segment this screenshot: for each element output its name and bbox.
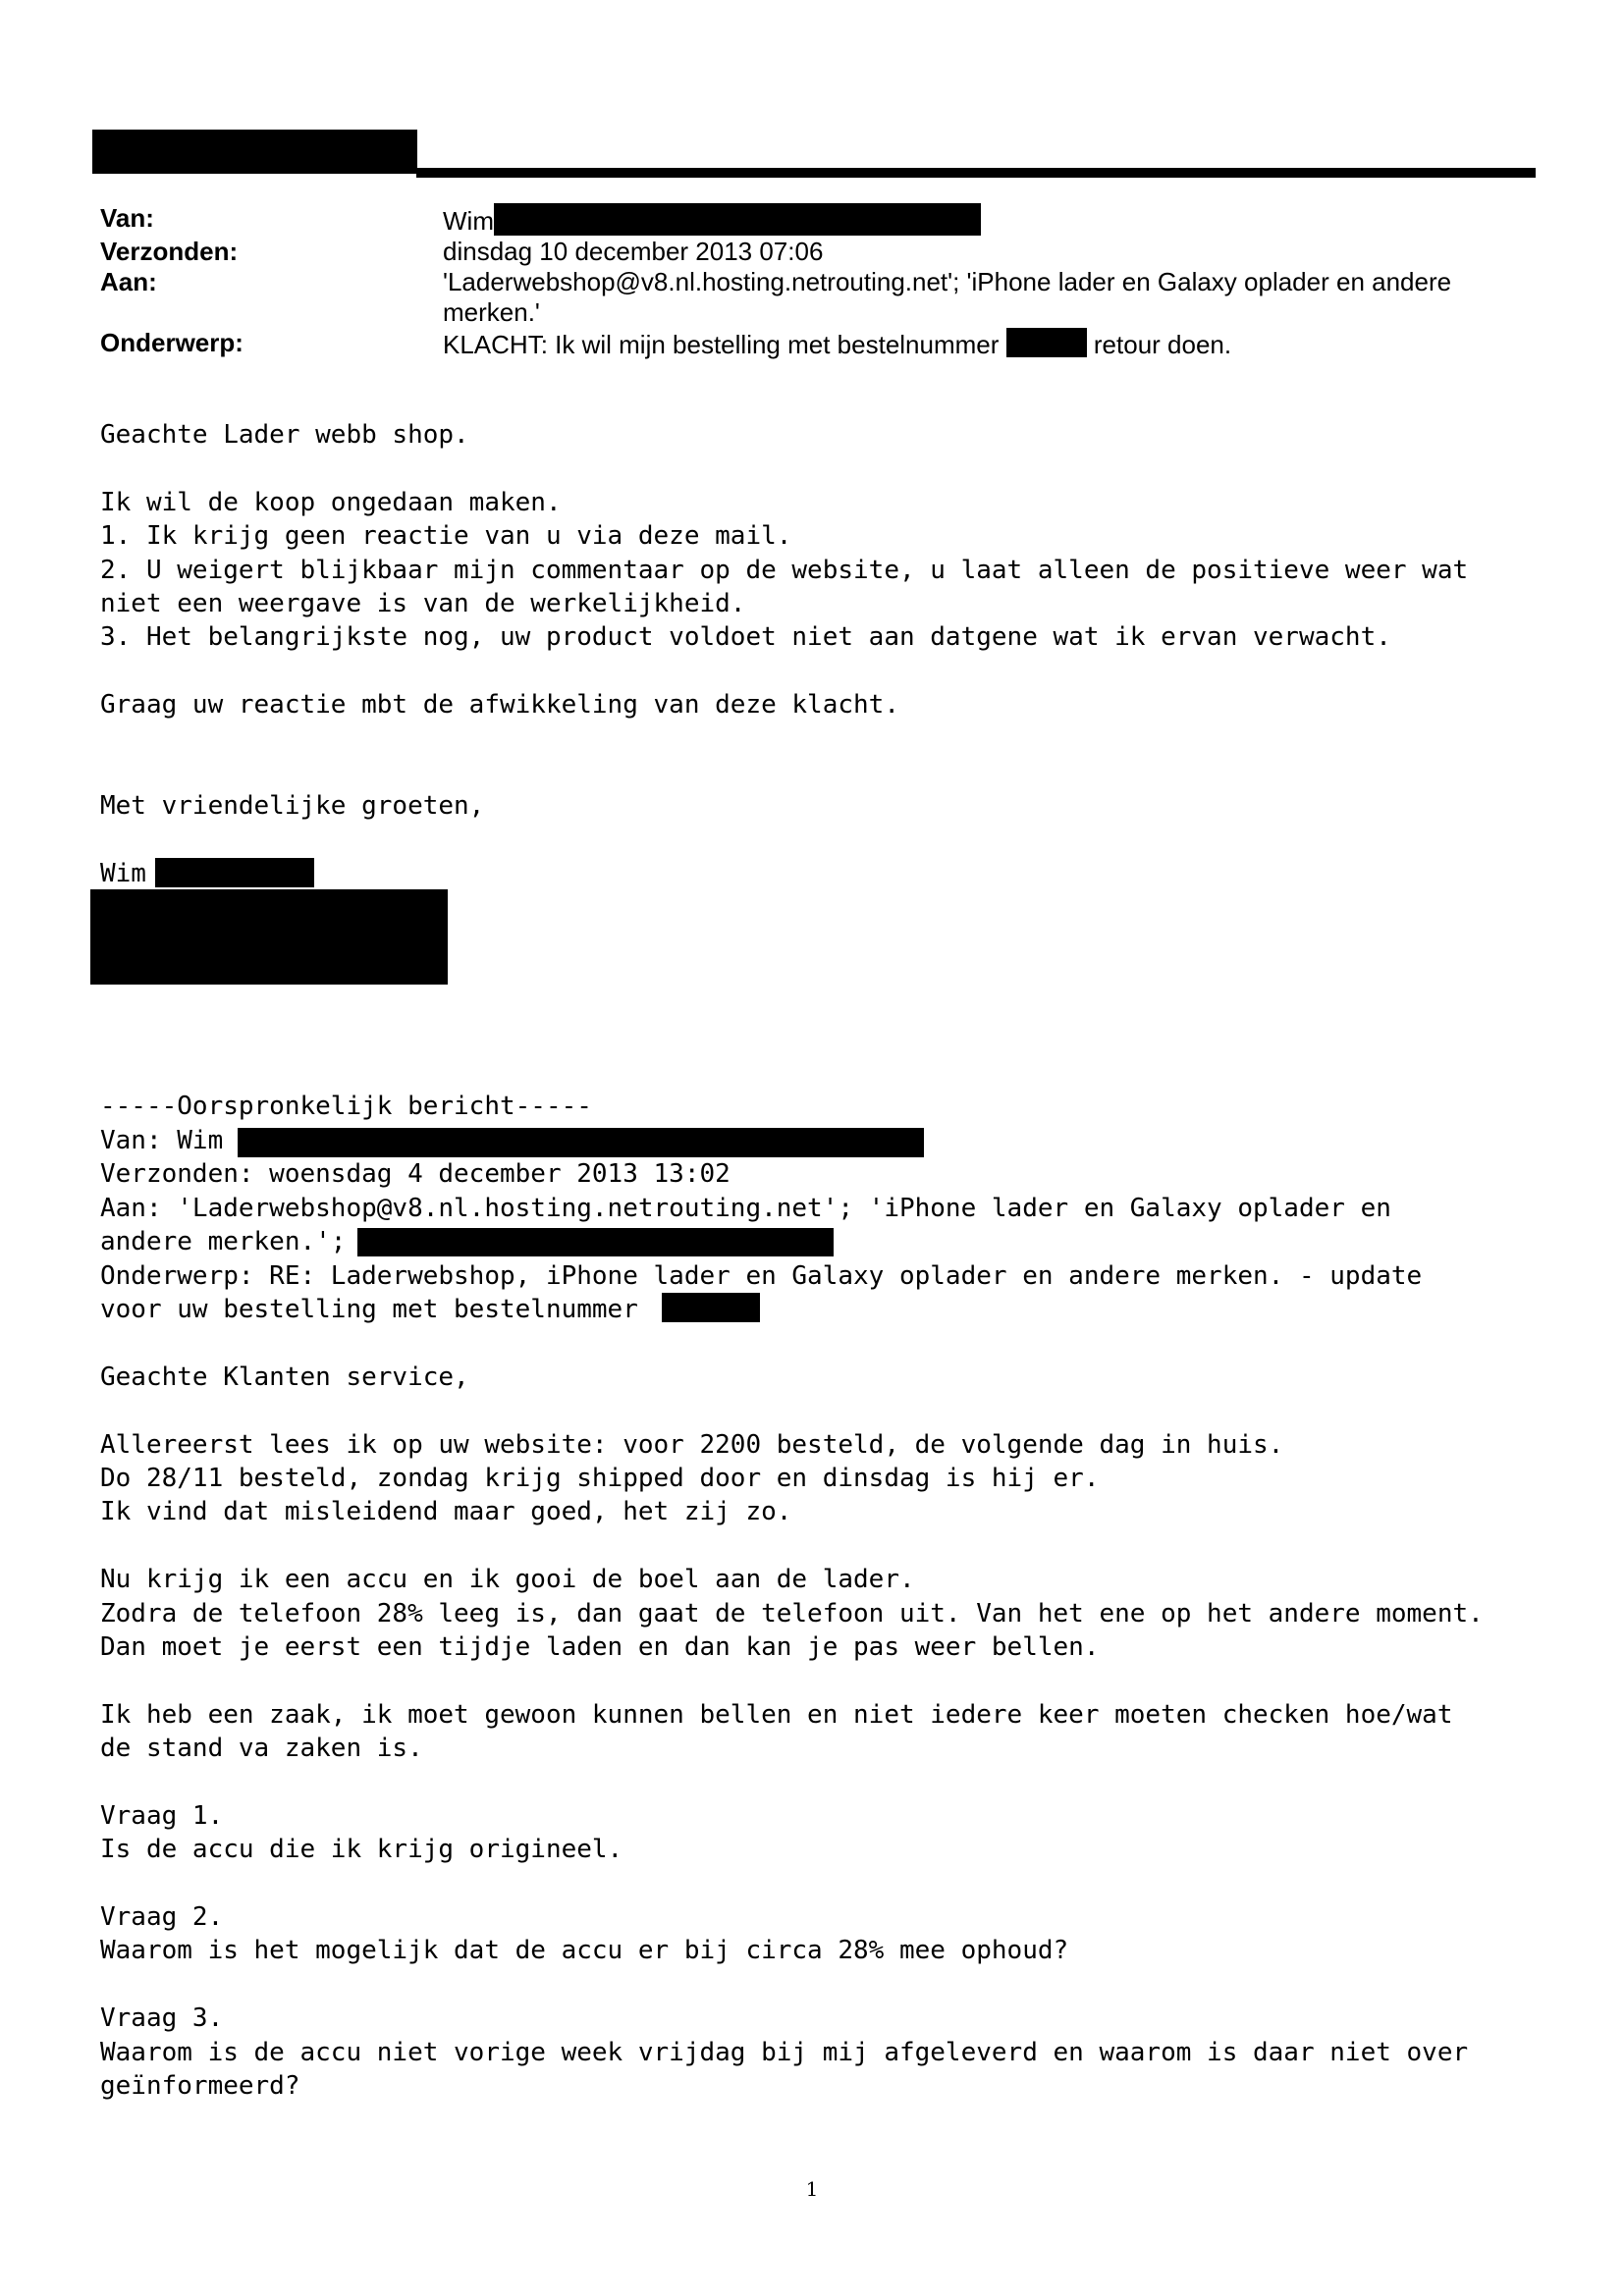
original-p3-line-2: de stand va zaken is. [100, 1734, 423, 1763]
original-from: Van: Wim [100, 1126, 224, 1155]
redacted-sender-address [494, 203, 981, 236]
body-intro: Ik wil de koop ongedaan maken. [100, 488, 562, 517]
original-p1-line-3: Ik vind dat misleidend maar goed, het zij zo. [100, 1497, 792, 1526]
email-header [100, 203, 1534, 360]
original-subject-1: Onderwerp: RE: Laderwebshop, iPhone lader en Galaxy oplader en andere merken. - update [100, 1261, 1423, 1291]
from-value [443, 203, 1533, 237]
subject-label: Onderwerp: [100, 328, 244, 357]
original-greeting: Geachte Klanten service, [100, 1362, 469, 1392]
original-p3-line-1: Ik heb een zaak, ik moet gewoon kunnen bellen en niet iedere keer moeten checken hoe/wat [100, 1700, 1453, 1730]
sent-value: dinsdag 10 december 2013 07:06 [443, 237, 824, 266]
original-p1-line-2: Do 28/11 besteld, zondag krijg shipped door en dinsdag is hij er. [100, 1464, 1100, 1493]
header-to-row [100, 267, 1534, 328]
body-point-2a: 2. U weigert blijkbaar mijn commentaar op de website, u laat alleen de positieve weer wat [100, 556, 1469, 585]
sent-label: Verzonden: [100, 237, 239, 266]
original-p2-line-3: Dan moet je eerst een tijdje laden en dan kan je pas weer bellen. [100, 1632, 1100, 1662]
to-value: 'Laderwebshop@v8.nl.hosting.netrouting.net'; 'iPhone lader en Galaxy oplader en andere merken.' [443, 267, 1452, 327]
redacted-original-order-number [662, 1293, 760, 1322]
page-number: 1 [805, 2177, 819, 2201]
header-from-row [100, 203, 1534, 237]
redacted-order-number [1006, 328, 1087, 357]
original-to-1: Aan: 'Laderwebshop@v8.nl.hosting.netrouting.net'; 'iPhone lader en Galaxy oplader en [100, 1194, 1391, 1223]
body-signature: Wim [100, 859, 146, 888]
question-3-text-1: Waarom is de accu niet vorige week vrijdag bij mij afgeleverd en waarom is daar niet over [100, 2038, 1469, 2067]
subject-after: retour doen. [1093, 330, 1232, 359]
body-point-1: 1. Ik krijg geen reactie van u via deze mail. [100, 521, 792, 551]
body-point-2b: niet een weergave is van de werkelijkheid. [100, 589, 746, 618]
redacted-original-recipient [357, 1228, 834, 1256]
question-2-title: Vraag 2. [100, 1902, 224, 1932]
from-label: Van: [100, 203, 154, 233]
original-subject-2: voor uw bestelling met bestelnummer [100, 1295, 638, 1324]
header-subject-row [100, 328, 1534, 360]
original-sent: Verzonden: woensdag 4 december 2013 13:02 [100, 1159, 731, 1189]
body-closing: Met vriendelijke groeten, [100, 791, 485, 821]
question-3-text-2: geïnformeerd? [100, 2071, 300, 2101]
subject-value [443, 328, 1533, 360]
header-rule [416, 168, 1536, 178]
body-point-3: 3. Het belangrijkste nog, uw product voldoet niet aan datgene wat ik ervan verwacht. [100, 622, 1391, 652]
question-1-text: Is de accu die ik krijg origineel. [100, 1835, 623, 1864]
original-p2-line-2: Zodra de telefoon 28% leeg is, dan gaat de telefoon uit. Van het ene op het andere moment. [100, 1599, 1484, 1629]
subject-before: KLACHT: Ik wil mijn bestelling met bestelnummer [443, 330, 1000, 359]
original-to-2: andere merken.'; [100, 1227, 347, 1256]
from-name: Wim [443, 206, 494, 236]
body-greeting: Geachte Lader webb shop. [100, 420, 469, 450]
original-p1-line-1: Allereerst lees ik op uw website: voor 2200 besteld, de volgende dag in huis. [100, 1430, 1284, 1460]
original-separator: -----Oorspronkelijk bericht----- [100, 1092, 592, 1121]
header-sent-row [100, 237, 1534, 267]
redacted-name-block [92, 130, 417, 174]
to-label: Aan: [100, 267, 157, 296]
redacted-signature-block [90, 889, 448, 985]
redacted-original-sender [238, 1128, 924, 1157]
body-request: Graag uw reactie mbt de afwikkeling van deze klacht. [100, 690, 899, 720]
question-3-title: Vraag 3. [100, 2003, 224, 2033]
question-2-text: Waarom is het mogelijk dat de accu er bij circa 28% mee ophoud? [100, 1936, 1069, 1965]
question-1-title: Vraag 1. [100, 1801, 224, 1831]
redacted-signature-surname [155, 858, 314, 887]
original-p2-line-1: Nu krijg ik een accu en ik gooi de boel aan de lader. [100, 1565, 915, 1594]
